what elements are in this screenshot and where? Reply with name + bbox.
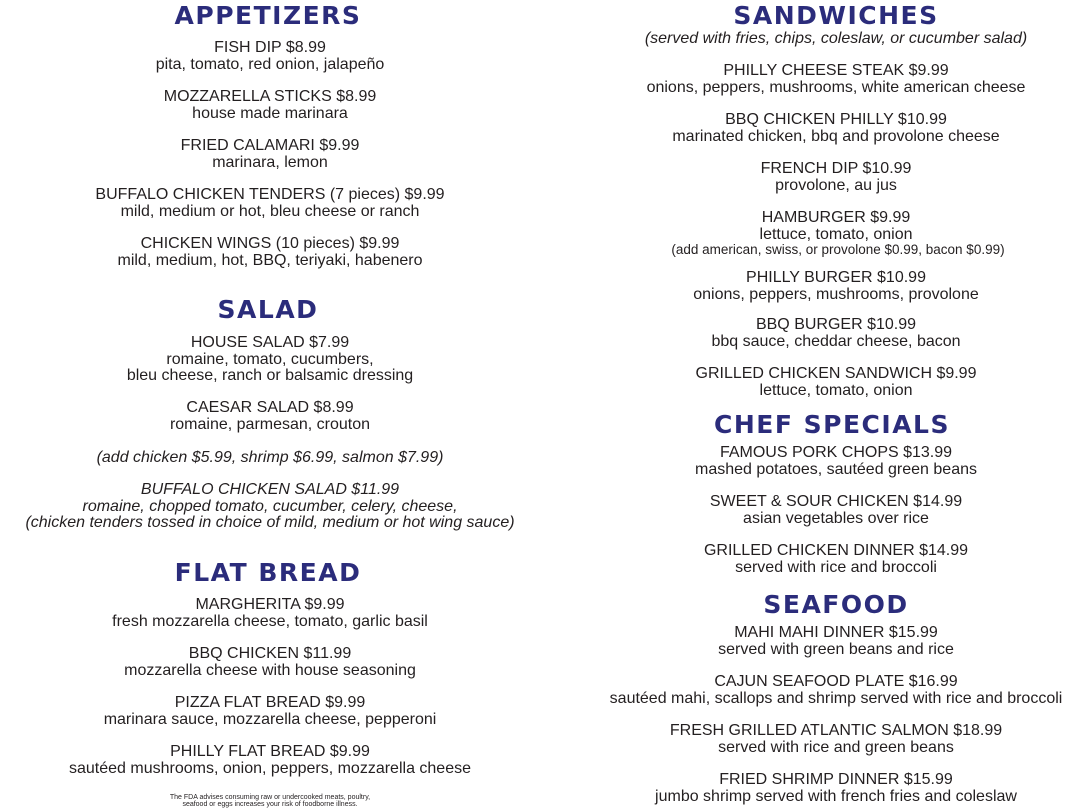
menu-item-description: (chicken tenders tossed in choice of mild, medium or hot wing sauce) <box>25 514 515 531</box>
menu-item-description: marinara sauce, mozzarella cheese, pepperoni <box>103 711 437 728</box>
menu-item-title: BBQ CHICKEN PHILLY $10.99 <box>725 111 947 128</box>
salad-heading: SALAD <box>217 295 319 324</box>
menu-item-title: FRIED SHRIMP DINNER $15.99 <box>719 771 953 788</box>
menu-item-title: FAMOUS PORK CHOPS $13.99 <box>719 444 953 461</box>
menu-item-description: romaine, parmesan, crouton <box>169 416 371 433</box>
flat-bread-heading: FLAT BREAD <box>174 558 362 587</box>
menu-item-title: PHILLY BURGER $10.99 <box>746 269 926 286</box>
menu-item-description: onions, peppers, mushrooms, white american cheese <box>646 79 1026 96</box>
menu-item-title: MARGHERITA $9.99 <box>195 596 345 613</box>
menu-item-title: HAMBURGER $9.99 <box>761 209 911 226</box>
menu-item-description: romaine, chopped tomato, cucumber, celery, cheese, <box>82 498 458 515</box>
chef-specials-heading: CHEF SPECIALS <box>714 410 950 439</box>
menu-item-title: PIZZA FLAT BREAD $9.99 <box>174 694 366 711</box>
menu-item-title: FISH DIP $8.99 <box>214 39 326 56</box>
menu-item-description: romaine, tomato, cucumbers, <box>166 351 374 368</box>
menu-item-description: lettuce, tomato, onion <box>759 382 913 399</box>
menu-item-description: marinara, lemon <box>212 154 328 171</box>
salad-addons-note: (add chicken $5.99, shrimp $6.99, salmon $7.99) <box>96 449 444 466</box>
menu-item-title: PHILLY CHEESE STEAK $9.99 <box>723 62 949 79</box>
menu-item-description: mozzarella cheese with house seasoning <box>124 662 416 679</box>
menu-item-title: HOUSE SALAD $7.99 <box>190 334 350 351</box>
menu-item-description: provolone, au jus <box>775 177 897 194</box>
menu-item-description: fresh mozzarella cheese, tomato, garlic basil <box>112 613 428 630</box>
hamburger-addons-note: (add american, swiss, or provolone $0.99, bacon $0.99) <box>671 242 1005 257</box>
menu-item-description: mild, medium, hot, BBQ, teriyaki, habenero <box>117 252 423 269</box>
menu-item-description: mashed potatoes, sautéed green beans <box>695 461 977 478</box>
menu-item-title: CAESAR SALAD $8.99 <box>186 399 354 416</box>
menu-item-description: marinated chicken, bbq and provolone cheese <box>672 128 1000 145</box>
menu-item-title: FRIED CALAMARI $9.99 <box>180 137 360 154</box>
menu-item-description: served with rice and broccoli <box>735 559 937 576</box>
menu-item-title: BUFFALO CHICKEN TENDERS (7 pieces) $9.99 <box>95 186 445 203</box>
menu-item-description: onions, peppers, mushrooms, provolone <box>693 286 979 303</box>
menu-item-title: BBQ BURGER $10.99 <box>755 316 917 333</box>
fda-notice <box>170 794 370 808</box>
menu-item-title: FRENCH DIP $10.99 <box>760 160 912 177</box>
menu-item-description: lettuce, tomato, onion <box>759 226 913 243</box>
fda-notice-line: seafood or eggs increases your risk of foodborne illness. <box>182 801 358 808</box>
menu-item-description: bbq sauce, cheddar cheese, bacon <box>711 333 961 350</box>
menu-item-title: MOZZARELLA STICKS $8.99 <box>163 88 377 105</box>
menu-item-description: bleu cheese, ranch or balsamic dressing <box>126 367 414 384</box>
menu-item-description: asian vegetables over rice <box>743 510 929 527</box>
menu-item-title: MAHI MAHI DINNER $15.99 <box>734 624 938 641</box>
menu-item-description: pita, tomato, red onion, jalapeño <box>155 56 385 73</box>
menu-item-title: SWEET & SOUR CHICKEN $14.99 <box>709 493 963 510</box>
seafood-heading: SEAFOOD <box>763 590 909 619</box>
menu-item-title: BBQ CHICKEN $11.99 <box>188 645 352 662</box>
menu-item-title: CHICKEN WINGS (10 pieces) $9.99 <box>140 235 400 252</box>
menu-item-description: sautéed mushrooms, onion, peppers, mozzarella cheese <box>69 760 471 777</box>
menu-item-description: sautéed mahi, scallops and shrimp served with rice and broccoli <box>609 690 1063 707</box>
menu-item-title: GRILLED CHICKEN DINNER $14.99 <box>703 542 969 559</box>
menu-item-title: GRILLED CHICKEN SANDWICH $9.99 <box>695 365 977 382</box>
menu-item-description: served with green beans and rice <box>718 641 954 658</box>
menu-item-title: BUFFALO CHICKEN SALAD $11.99 <box>140 481 400 498</box>
menu-item-description: house made marinara <box>192 105 348 122</box>
menu-item-description: jumbo shrimp served with french fries and coleslaw <box>655 788 1017 805</box>
menu-item-description: served with rice and green beans <box>718 739 954 756</box>
sandwiches-subtitle: (served with fries, chips, coleslaw, or cucumber salad) <box>644 30 1028 47</box>
fda-notice-line: The FDA advises consuming raw or undercooked meats, poultry, <box>169 794 371 801</box>
menu-item-title: PHILLY FLAT BREAD $9.99 <box>170 743 370 760</box>
sandwiches-heading: SANDWICHES <box>733 1 939 30</box>
appetizers-heading: APPETIZERS <box>174 1 362 30</box>
menu-item-description: mild, medium or hot, bleu cheese or ranch <box>120 203 420 220</box>
menu-item-title: CAJUN SEAFOOD PLATE $16.99 <box>714 673 958 690</box>
menu-item-title: FRESH GRILLED ATLANTIC SALMON $18.99 <box>669 722 1003 739</box>
